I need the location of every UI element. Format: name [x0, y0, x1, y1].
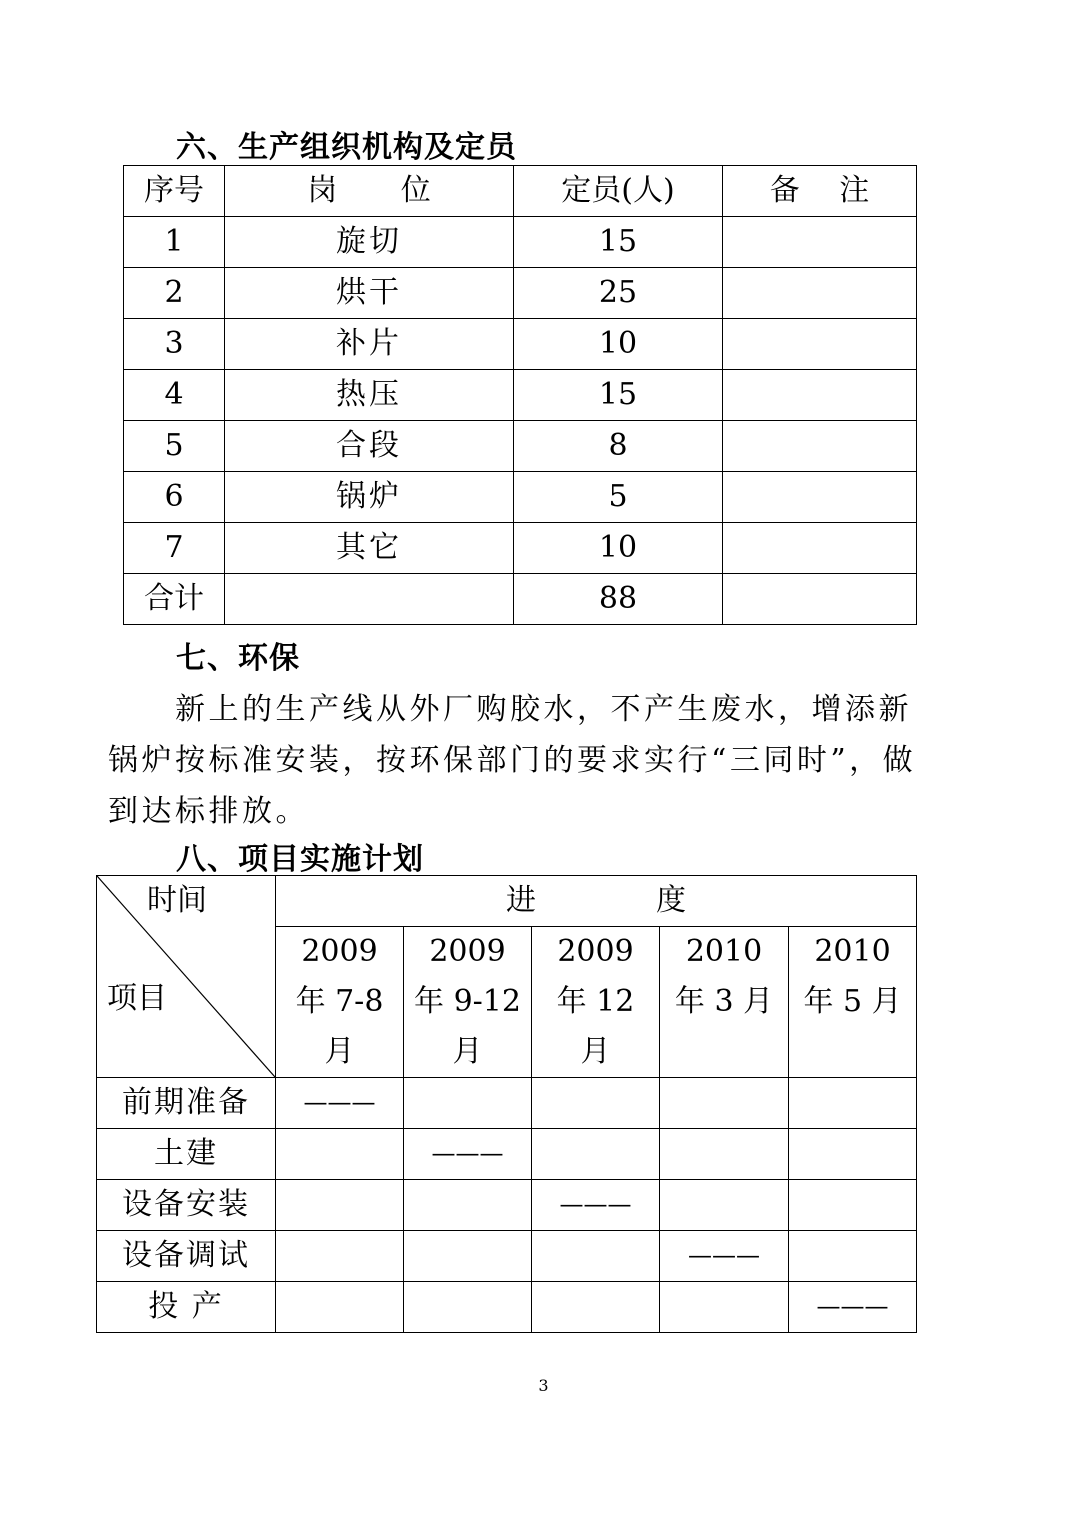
period-month: 年 7-8 [295, 984, 384, 1019]
task-mark-cell [404, 1180, 532, 1231]
period-suffix: 月 [580, 1034, 611, 1069]
task-mark-cell [660, 1180, 789, 1231]
row-position: 旋切 [225, 217, 514, 268]
header-note: 备 注 [723, 166, 917, 217]
staffing-table [123, 165, 917, 625]
section-6-title: 六、生产组织机构及定员 [176, 130, 517, 165]
period-month: 年 3 月 [674, 984, 774, 1019]
total-staff: 88 [514, 574, 723, 625]
row-note [723, 268, 917, 319]
row-position: 锅炉 [225, 472, 514, 523]
row-note [723, 319, 917, 370]
row-no: 2 [124, 268, 225, 319]
task-mark-cell [276, 1231, 404, 1282]
row-no: 1 [124, 217, 225, 268]
task-mark-cell [404, 1231, 532, 1282]
row-note [723, 421, 917, 472]
task-mark-cell [789, 1180, 917, 1231]
task-name: 设备调试 [97, 1231, 276, 1282]
task-mark-cell [404, 1282, 532, 1333]
period-suffix: 月 [324, 1034, 355, 1069]
row-staff: 25 [514, 268, 723, 319]
table-header-row [124, 166, 917, 217]
row-note [723, 217, 917, 268]
task-mark-cell [532, 1129, 660, 1180]
total-row [124, 574, 917, 625]
table-row [124, 523, 917, 574]
page-number: 3 [538, 1376, 549, 1395]
period-cell [660, 927, 789, 1078]
row-staff: 15 [514, 370, 723, 421]
table-row [124, 319, 917, 370]
task-mark-cell [276, 1282, 404, 1333]
plan-header-row [97, 876, 917, 927]
row-no: 5 [124, 421, 225, 472]
period-year: 2009 [557, 934, 634, 969]
period-cell [404, 927, 532, 1078]
task-row [97, 1282, 917, 1333]
row-no: 3 [124, 319, 225, 370]
paragraph-line: 锅炉按标准安装，按环保部门的要求实行“三同时”，做 [108, 743, 917, 778]
row-no: 6 [124, 472, 225, 523]
paragraph-line: 到达标排放。 [108, 794, 309, 829]
task-mark-cell [532, 1180, 660, 1231]
task-mark-cell [276, 1129, 404, 1180]
task-row [97, 1180, 917, 1231]
period-year: 2009 [429, 934, 506, 969]
progress-dash: ——— [303, 1088, 376, 1116]
corner-diagonal-cell [97, 876, 276, 1078]
task-mark-cell [789, 1078, 917, 1129]
task-row [97, 1078, 917, 1129]
progress-header [276, 876, 917, 927]
period-suffix: 月 [452, 1034, 483, 1069]
row-staff: 10 [514, 523, 723, 574]
row-staff: 15 [514, 217, 723, 268]
total-label: 合计 [124, 574, 225, 625]
row-position: 其它 [225, 523, 514, 574]
total-position [225, 574, 514, 625]
task-mark-cell [789, 1129, 917, 1180]
row-note [723, 523, 917, 574]
task-row [97, 1231, 917, 1282]
task-name: 前期准备 [97, 1078, 276, 1129]
task-mark-cell [404, 1078, 532, 1129]
task-mark-cell [660, 1282, 789, 1333]
period-cell [789, 927, 917, 1078]
row-position: 合段 [225, 421, 514, 472]
task-mark-cell [276, 1180, 404, 1231]
progress-dash: ——— [559, 1190, 632, 1218]
row-note [723, 472, 917, 523]
table-row [124, 268, 917, 319]
row-staff: 8 [514, 421, 723, 472]
task-mark-cell [404, 1129, 532, 1180]
section-8-title: 八、项目实施计划 [176, 842, 424, 877]
task-mark-cell [532, 1231, 660, 1282]
corner-time-label: 时间 [147, 883, 207, 918]
row-position: 热压 [225, 370, 514, 421]
period-month: 年 5 月 [803, 984, 902, 1019]
task-row [97, 1129, 917, 1180]
period-year: 2009 [301, 934, 378, 969]
progress-header-char-2: 度 [656, 883, 687, 918]
progress-dash: ——— [431, 1139, 504, 1167]
header-staff: 定员(人) [514, 166, 723, 217]
period-cell [532, 927, 660, 1078]
total-note [723, 574, 917, 625]
task-mark-cell [532, 1078, 660, 1129]
task-mark-cell [276, 1078, 404, 1129]
header-no: 序号 [124, 166, 225, 217]
row-note [723, 370, 917, 421]
task-mark-cell [789, 1231, 917, 1282]
row-no: 4 [124, 370, 225, 421]
task-mark-cell [660, 1078, 789, 1129]
table-row [124, 217, 917, 268]
task-mark-cell [789, 1282, 917, 1333]
row-position: 补片 [225, 319, 514, 370]
task-name: 设备安装 [97, 1180, 276, 1231]
table-row [124, 370, 917, 421]
row-staff: 10 [514, 319, 723, 370]
row-staff: 5 [514, 472, 723, 523]
period-month: 年 12 [556, 984, 635, 1019]
period-year: 2010 [814, 934, 891, 969]
paragraph-line: 新上的生产线从外厂购胶水，不产生废水，增添新 [108, 692, 912, 727]
period-cell [276, 927, 404, 1078]
task-name: 土建 [97, 1129, 276, 1180]
table-row [124, 421, 917, 472]
progress-header-char-1: 进 [506, 883, 537, 918]
section-7-title: 七、环保 [176, 641, 300, 676]
table-row [124, 472, 917, 523]
row-no: 7 [124, 523, 225, 574]
header-position: 岗 位 [225, 166, 514, 217]
progress-dash: ——— [688, 1241, 760, 1269]
task-mark-cell [660, 1129, 789, 1180]
progress-dash: ——— [816, 1292, 889, 1320]
task-mark-cell [660, 1231, 789, 1282]
task-name: 投 产 [97, 1282, 276, 1333]
row-position: 烘干 [225, 268, 514, 319]
period-month: 年 9-12 [414, 984, 521, 1019]
task-mark-cell [532, 1282, 660, 1333]
implementation-plan-table [96, 875, 917, 1333]
period-year: 2010 [685, 934, 763, 969]
corner-item-label: 项目 [107, 981, 167, 1016]
